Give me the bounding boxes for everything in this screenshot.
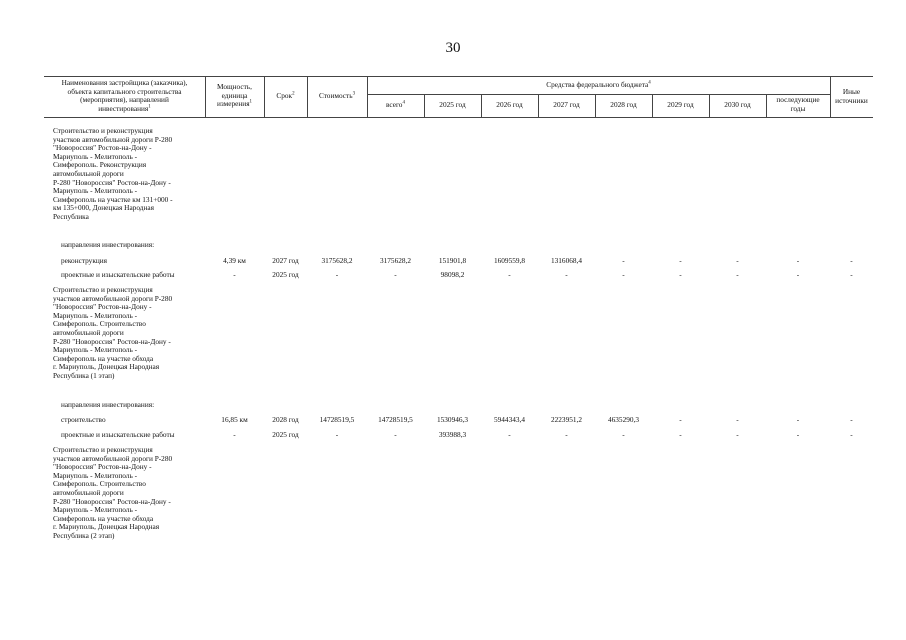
header-term: Срок$^2$ xyxy=(276,91,295,100)
cell-other: - xyxy=(850,256,853,265)
cell-2029: - xyxy=(679,430,682,439)
cell-2025: 1530946,3 xyxy=(436,415,468,424)
cell-capacity: - xyxy=(233,270,236,279)
header-cost: Стоимость$^3$ xyxy=(318,91,356,100)
header-2027: 2027 год xyxy=(553,100,580,109)
cell-term: 2025 год xyxy=(272,430,299,439)
page-number: 30 xyxy=(445,40,461,56)
cell-2026: - xyxy=(508,270,511,279)
row-label: строительство xyxy=(61,415,106,424)
header-capacity: Мощность, единица измерения$^1$ xyxy=(216,82,253,109)
cell-2025: 151901,8 xyxy=(438,256,467,265)
row-label: проектные и изыскательские работы xyxy=(61,430,175,439)
cell-2029: - xyxy=(679,270,682,279)
directions-label: направления инвестирования: xyxy=(61,400,155,409)
cell-2027: 1316068,4 xyxy=(550,256,582,265)
cell-total: 14728519,5 xyxy=(378,415,413,424)
cell-term: 2028 год xyxy=(272,415,299,424)
object-name: Строительство и реконструкция участков автомобильной дороги Р-280 "Новороссия" Ростов-на-Дону - Мариуполь - Мелитополь - Симферополь. Строительство автомобильной дороги Р-280 "Новороссия" Ростов-на-Дону - Мариуполь - Мелитополь - Симферополь на участке обхода г. Мариуполь, Донецкая Народная Республика (1 этап) xyxy=(53,285,173,380)
directions-label: направления инвестирования: xyxy=(61,240,155,249)
header-total: всего$^4$ xyxy=(386,100,405,109)
cell-2028: - xyxy=(622,430,625,439)
object-name: Строительство и реконструкция участков автомобильной дороги Р-280 "Новороссия" Ростов-на-Дону - Мариуполь - Мелитополь - Симферополь. Строительство автомобильной дороги Р-280 "Новороссия" Ростов-на-Дону - Мариуполь - Мелитополь - Симферополь на участке обхода г. Мариуполь, Донецкая Народная Республика (2 этап) xyxy=(53,445,173,540)
cell-2030: - xyxy=(736,430,739,439)
cell-capacity: - xyxy=(233,430,236,439)
cell-2027: 2223951,2 xyxy=(550,415,582,424)
cell-2030: - xyxy=(736,256,739,265)
cell-total: - xyxy=(394,430,397,439)
cell-cost: - xyxy=(335,430,339,439)
header-later-years: последующие годы xyxy=(776,95,820,113)
cell-cost: 14728519,5 xyxy=(319,415,355,424)
cell-2026: 1609559,8 xyxy=(493,256,525,265)
cell-total: 3175628,2 xyxy=(379,256,411,265)
cell-2026: 5944343,4 xyxy=(493,415,525,424)
cell-other: - xyxy=(850,415,853,424)
table-top-rule xyxy=(44,76,873,77)
cell-2030: - xyxy=(736,415,739,424)
cell-later: - xyxy=(796,415,800,424)
header-bottom-rule xyxy=(44,117,873,118)
cell-2025: 393988,3 xyxy=(438,430,467,439)
cell-cost: 3175628,2 xyxy=(321,256,353,265)
cell-2029: - xyxy=(679,256,682,265)
cell-2026: - xyxy=(508,430,511,439)
row-label: реконструкция xyxy=(61,256,108,265)
cell-2029: - xyxy=(679,415,682,424)
header-2030: 2030 год xyxy=(724,100,751,109)
cell-later: - xyxy=(796,256,800,265)
cell-2028: 4635290,3 xyxy=(607,415,639,424)
row-label: проектные и изыскательские работы xyxy=(61,270,175,279)
cell-later: - xyxy=(796,270,800,279)
cell-capacity: 16,85 км xyxy=(221,415,248,424)
cell-cost: - xyxy=(335,270,339,279)
federal-subheader-rule xyxy=(367,94,830,95)
cell-total: - xyxy=(394,270,397,279)
cell-later: - xyxy=(796,430,800,439)
header-2028: 2028 год xyxy=(610,100,637,109)
cell-term: 2025 год xyxy=(272,270,299,279)
header-2029: 2029 год xyxy=(667,100,694,109)
cell-2027: - xyxy=(565,430,568,439)
header-other-sources: Иные источники xyxy=(835,87,868,105)
cell-other: - xyxy=(850,430,853,439)
cell-2028: - xyxy=(622,256,625,265)
cell-capacity: 4,39 км xyxy=(223,256,246,265)
cell-2027: - xyxy=(565,270,568,279)
header-2026: 2026 год xyxy=(496,100,523,109)
object-name: Строительство и реконструкция участков автомобильной дороги Р-280 "Новороссия" Ростов-на-Дону - Мариуполь - Мелитополь - Симферополь. Реконструкция автомобильной дороги Р-280 "Новороссия" Ростов-на-Дону - Мариуполь - Мелитополь - Симферополь на участке км 131+000 - км 135+000, Донецкая Народная Республика xyxy=(53,126,173,221)
cell-term: 2027 год xyxy=(272,256,299,265)
cell-other: - xyxy=(850,270,853,279)
cell-2025: 98098,2 xyxy=(440,270,465,279)
header-federal-budget: Средства федерального бюджета$^4$ xyxy=(546,80,651,89)
cell-2030: - xyxy=(736,270,739,279)
header-2025: 2025 год xyxy=(439,100,466,109)
cell-2028: - xyxy=(622,270,625,279)
header-name: Наименования застройщика (заказчика), объекта капитального строительства (мероприятия), направлений инвестирования$^1$ xyxy=(61,78,188,113)
